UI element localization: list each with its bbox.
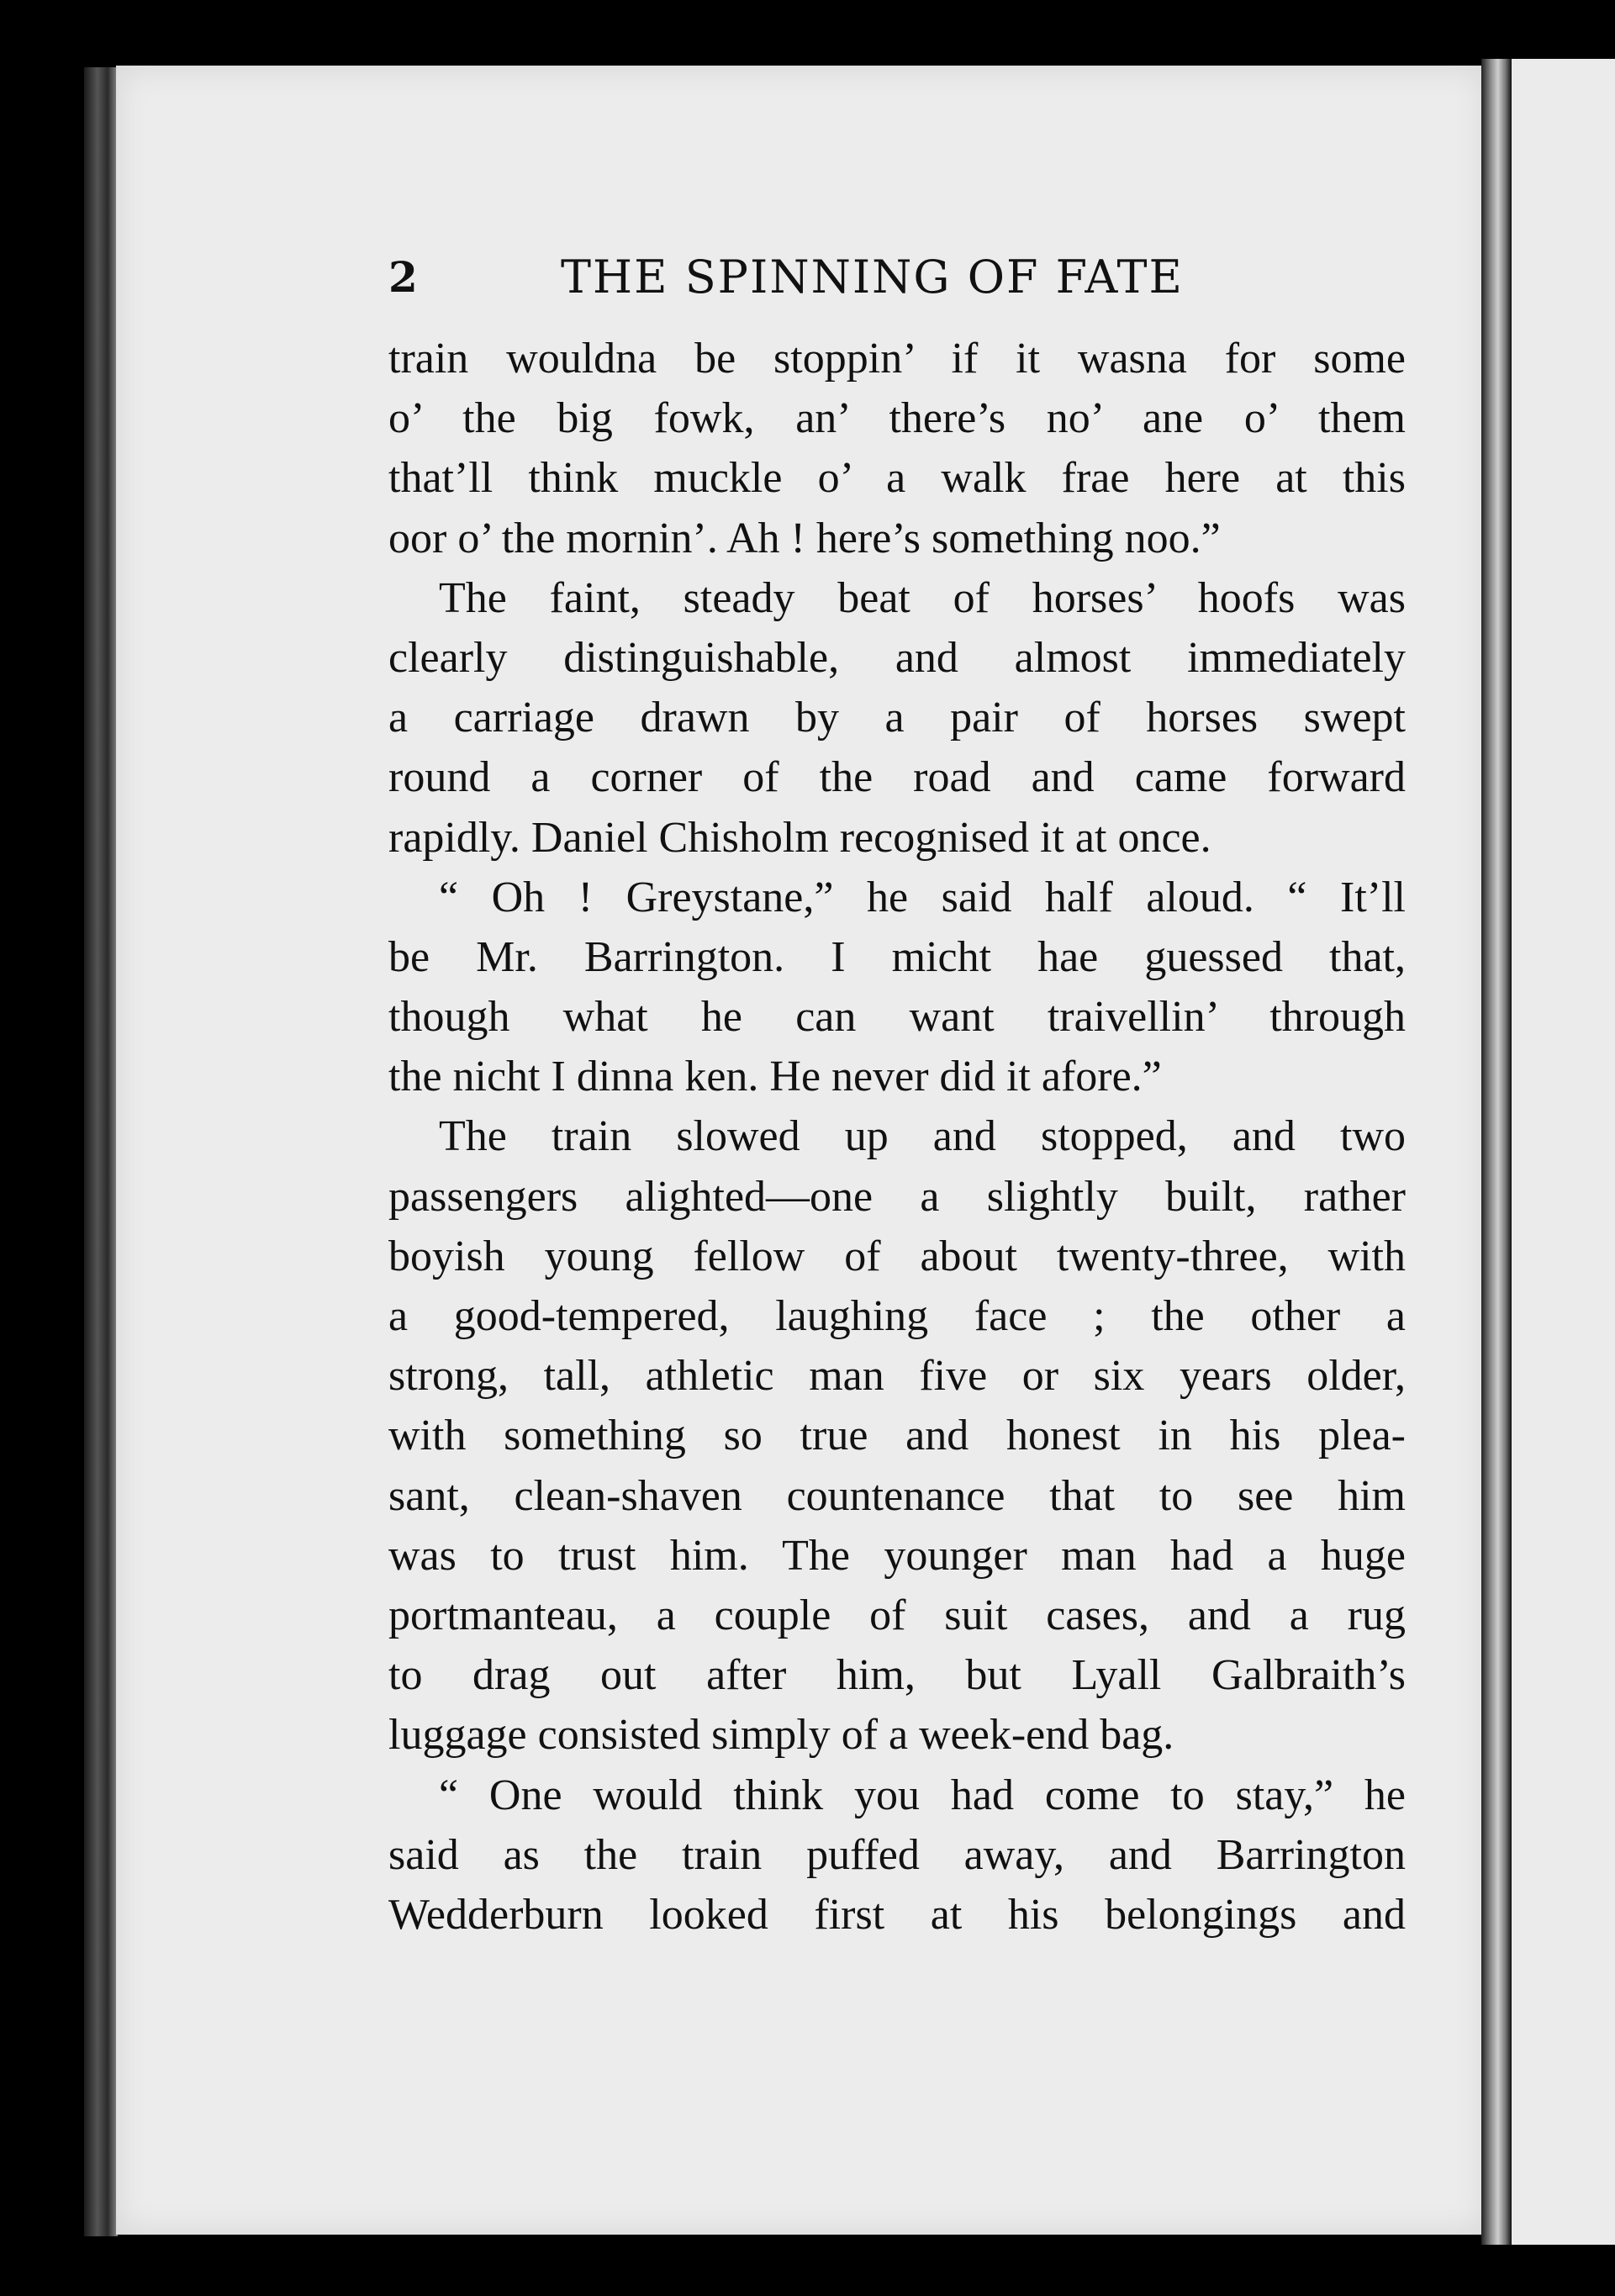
text-line: rapidly. Daniel Chisholm recognised it at once.: [388, 813, 1211, 862]
book-gutter: [1481, 59, 1512, 2245]
text-line: luggage consisted simply of a week-end bag.: [388, 1711, 1174, 1760]
running-head: THE SPINNING OF FATE: [561, 251, 1184, 303]
text-line: Wedderburn looked first at his belongings and: [388, 1890, 1406, 1939]
body-text: [388, 329, 1406, 1945]
text-line: The train slowed up and stopped, and two: [439, 1112, 1406, 1161]
text-line: said as the train puffed away, and Barrington: [388, 1830, 1406, 1879]
text-line: train wouldna be stoppin’ if it wasna for some: [388, 335, 1406, 383]
page-header: [388, 244, 1481, 311]
text-line: “ One would think you had come to stay,” he: [439, 1771, 1406, 1819]
text-line: a good-tempered, laughing face ; the other a: [388, 1292, 1406, 1340]
text-line: to drag out after him, but Lyall Galbraith’s: [388, 1651, 1406, 1700]
page-edge-left: [84, 67, 118, 2236]
text-line: a carriage drawn by a pair of horses swept: [388, 694, 1406, 742]
text-line: was to trust him. The younger man had a huge: [388, 1531, 1406, 1580]
text-line: be Mr. Barrington. I micht hae guessed that,: [388, 932, 1406, 981]
text-line: “ Oh ! Greystane,” he said half aloud. “ It’ll: [439, 873, 1406, 921]
text-line: that’ll think muckle o’ a walk frae here at this: [388, 454, 1406, 503]
page-number: 2: [388, 252, 418, 302]
text-line: boyish young fellow of about twenty-three, with: [388, 1232, 1406, 1280]
text-line: with something so true and honest in his plea-: [388, 1412, 1406, 1460]
text-line: clearly distinguishable, and almost immediately: [388, 633, 1406, 682]
page-right-partial: [1512, 59, 1615, 2245]
text-line: oor o’ the mornin’. Ah ! here’s something noo.”: [388, 514, 1221, 562]
text-line: the nicht I dinna ken. He never did it afore.”: [388, 1053, 1162, 1101]
text-line: strong, tall, athletic man five or six years older,: [388, 1352, 1406, 1401]
text-line: sant, clean-shaven countenance that to see him: [388, 1471, 1406, 1520]
text-line: though what he can want traivellin’ through: [388, 993, 1406, 1042]
text-line: The faint, steady beat of horses’ hoofs was: [439, 573, 1406, 622]
text-line: portmanteau, a couple of suit cases, and a rug: [388, 1591, 1406, 1639]
text-line: passengers alighted—one a slightly built, rather: [388, 1172, 1406, 1221]
text-line: o’ the big fowk, an’ there’s no’ ane o’ them: [388, 394, 1406, 443]
text-line: round a corner of the road and came forward: [388, 753, 1406, 802]
